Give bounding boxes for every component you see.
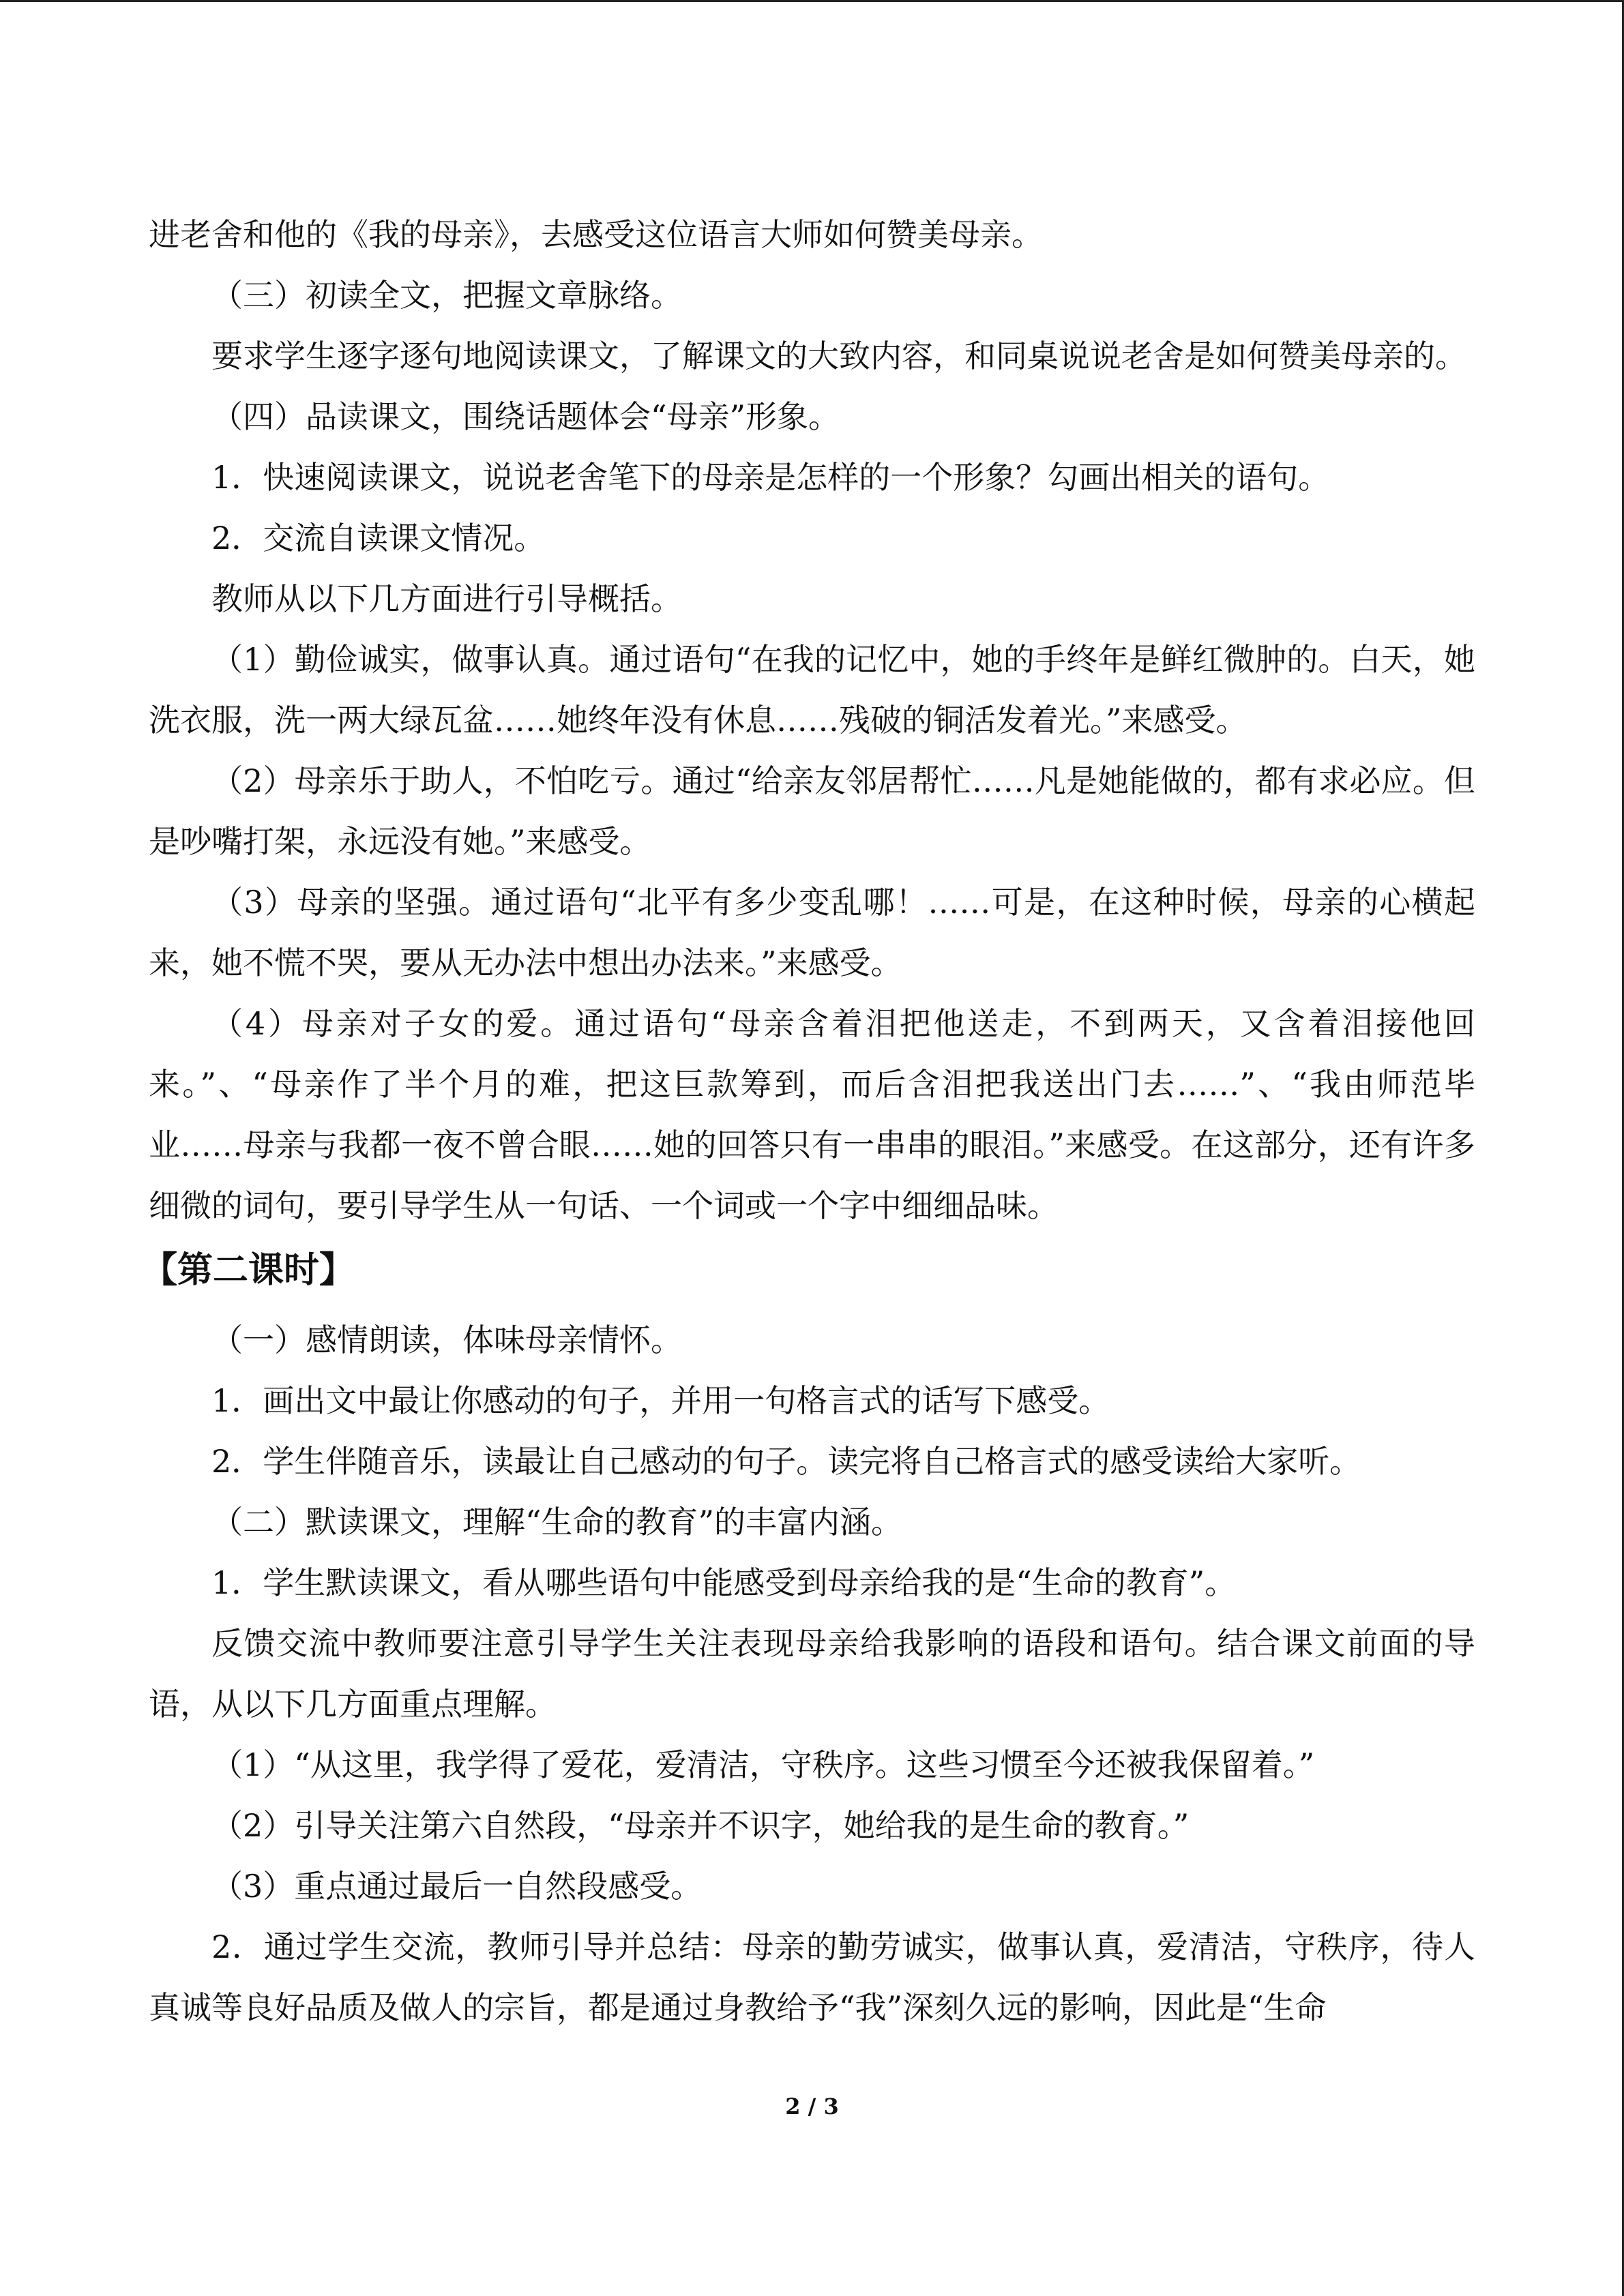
paragraph: （3）重点通过最后一自然段感受。 [211, 1868, 703, 1905]
paragraph: （3）母亲的坚强。通过语句“北平有多少变乱哪！……可是，在这种时候，母亲的心横起来，她不慌不哭，要从无办法中想出办法来。”来感受。 [149, 884, 1475, 981]
paragraph: （三）初读全文，把握文章脉络。 [211, 277, 682, 314]
paragraph: 1．画出文中最让你感动的句子，并用一句格言式的话写下感受。 [211, 1382, 1110, 1419]
page-number: 2 / 3 [785, 2093, 839, 2119]
paragraph: （2）引导关注第六自然段，“母亲并不识字，她给我的是生命的教育。” [211, 1807, 1190, 1844]
page-top-border [0, 0, 1624, 2]
paragraph: （二）默读课文，理解“生命的教育”的丰富内涵。 [211, 1504, 903, 1540]
paragraph: 教师从以下几方面进行引导概括。 [211, 580, 682, 617]
paragraph: （1）勤俭诚实，做事认真。通过语句“在我的记忆中，她的手终年是鲜红微肿的。白天，她洗衣服，洗一两大绿瓦盆……她终年没有休息……残破的铜活发着光。”来感受。 [149, 641, 1475, 739]
paragraph: 2．交流自读课文情况。 [211, 520, 546, 556]
paragraph: 要求学生逐字逐句地阅读课文，了解课文的大致内容，和同桌说说老舍是如何赞美母亲的。 [211, 338, 1466, 374]
paragraph: 2．学生伴随音乐，读最让自己感动的句子。读完将自己格言式的感受读给大家听。 [211, 1443, 1361, 1480]
paragraph: 1．快速阅读课文，说说老舍笔下的母亲是怎样的一个形象？勾画出相关的语句。 [211, 459, 1330, 496]
paragraph: （一）感情朗读，体味母亲情怀。 [211, 1322, 682, 1358]
section-heading: 【第二课时】 [142, 1250, 355, 1291]
paragraph: 1．学生默读课文，看从哪些语句中能感受到母亲给我的是“生命的教育”。 [211, 1564, 1237, 1601]
paragraph: 2．通过学生交流，教师引导并总结：母亲的勤劳诚实，做事认真，爱清洁，守秩序，待人真诚等良好品质及做人的宗旨，都是通过身教给予“我”深刻久远的影响，因此是“生命 [149, 1928, 1475, 2026]
paragraph: （1）“从这里，我学得了爱花，爱清洁，守秩序。这些习惯至今还被我保留着。” [211, 1746, 1315, 1783]
document-body [142, 205, 1475, 2038]
paragraph: 反馈交流中教师要注意引导学生关注表现母亲给我影响的语段和语句。结合课文前面的导语，从以下几方面重点理解。 [149, 1625, 1475, 1723]
paragraph: （4）母亲对子女的爱。通过语句“母亲含着泪把他送走，不到两天，又含着泪接他回来。”、“母亲作了半个月的难，把这巨款筹到，而后含泪把我送出门去……”、“我由师范毕业……母亲与我都一夜不曾合眼……她的回答只有一串串的眼泪。”来感受。在这部分，还有许多细微的词句，要引导学生从一句话、一个词或一个字中细细品味。 [149, 1005, 1475, 1224]
paragraph: （2）母亲乐于助人，不怕吃亏。通过“给亲友邻居帮忙……凡是她能做的，都有求必应。但是吵嘴打架，永远没有她。”来感受。 [149, 762, 1475, 860]
paragraph: （四）品读课文，围绕话题体会“母亲”形象。 [211, 398, 840, 435]
paragraph: 进老舍和他的《我的母亲》，去感受这位语言大师如何赞美母亲。 [149, 216, 1043, 253]
